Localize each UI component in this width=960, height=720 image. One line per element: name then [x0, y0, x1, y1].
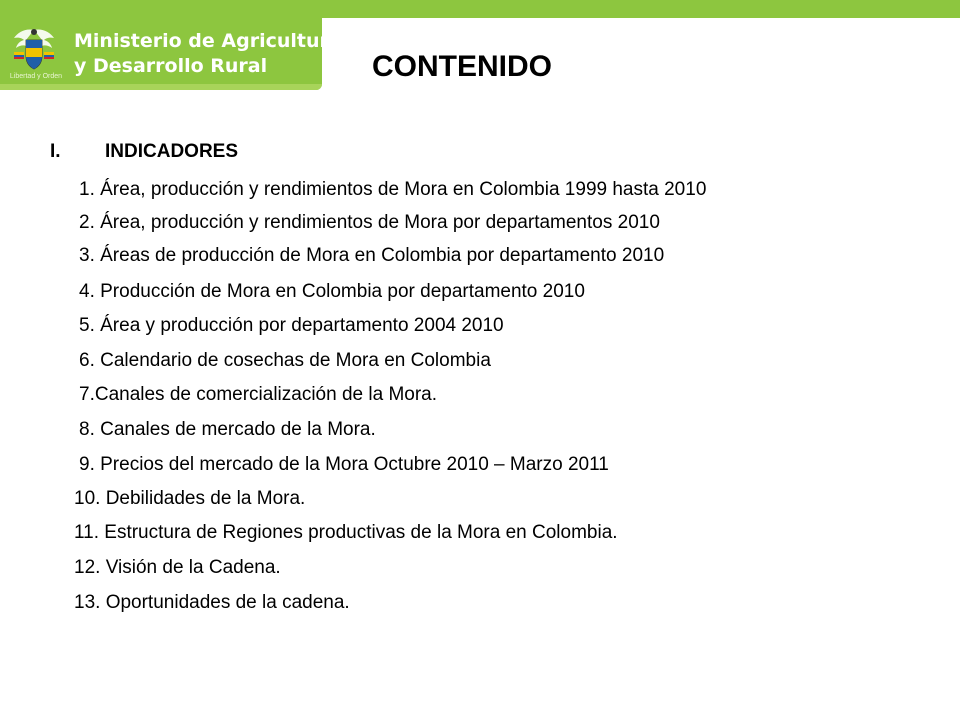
ministry-name-line2: y Desarrollo Rural	[74, 55, 268, 77]
list-item: 10. Debilidades de la Mora.	[74, 488, 306, 509]
list-item: 6. Calendario de cosechas de Mora en Colombia	[79, 350, 491, 371]
list-item: 7.Canales de comercialización de la Mora.	[79, 384, 438, 405]
list-item: 5. Área y producción por departamento 2004 2010	[79, 315, 504, 336]
colombia-coat-of-arms-icon	[8, 26, 60, 72]
list-item: 3. Áreas de producción de Mora en Colombia por departamento 2010	[79, 245, 665, 266]
page-title: CONTENIDO	[372, 50, 552, 83]
section-number: I.	[50, 141, 61, 162]
list-item: 2. Área, producción y rendimientos de Mora por departamentos 2010	[79, 212, 660, 233]
list-item: 12. Visión de la Cadena.	[74, 557, 281, 578]
motto-text: Libertad y Orden	[9, 73, 63, 80]
ministry-brand-block	[0, 0, 342, 90]
ministry-name-line1: Ministerio de Agricultura	[74, 30, 342, 52]
list-item: 4. Producción de Mora en Colombia por departamento 2010	[79, 281, 585, 302]
list-item: 13. Oportunidades de la cadena.	[74, 592, 350, 613]
section-label: INDICADORES	[105, 141, 239, 162]
list-item: 9. Precios del mercado de la Mora Octubre 2010 – Marzo 2011	[79, 454, 609, 475]
list-item: 11. Estructura de Regiones productivas de la Mora en Colombia.	[74, 522, 618, 543]
list-item: 8. Canales de mercado de la Mora.	[79, 419, 376, 440]
list-item: 1. Área, producción y rendimientos de Mora en Colombia 1999 hasta 2010	[79, 179, 707, 200]
section-heading	[50, 141, 238, 163]
